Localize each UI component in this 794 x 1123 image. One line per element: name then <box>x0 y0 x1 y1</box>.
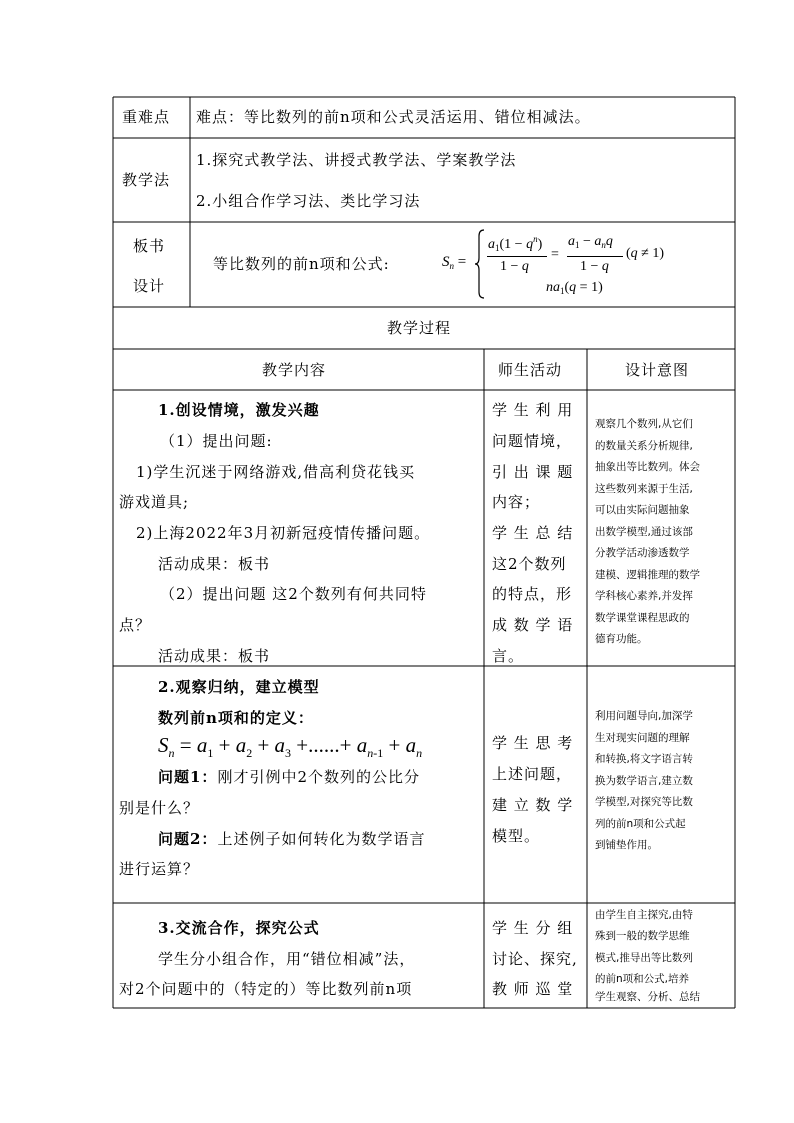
teaching-methods-label: 教学法 <box>122 171 171 189</box>
question-2-label: 问题2： <box>158 830 218 848</box>
section-1-activity: 的特点，形 <box>492 585 573 603</box>
section-1-activity: 这2个数列 <box>492 555 567 573</box>
header-intent: 设计意图 <box>625 361 690 379</box>
key-points-content: 难点：等比数列的前n项和公式灵活运用、错位相减法。 <box>196 108 591 126</box>
section-1-intent: 数学课堂课程思政的 <box>595 612 690 624</box>
section-2-activity: 模型。 <box>492 827 541 845</box>
section-3-intent: 由学生自主探究,由特 <box>595 909 693 921</box>
section-3-intent: 殊到一般的数学思维 <box>595 930 690 942</box>
process-title: 教学过程 <box>387 319 452 337</box>
section-1-intent: 可以由实际问题抽象 <box>595 504 690 516</box>
section-2-definition: 数列前n项和的定义： <box>158 709 314 727</box>
section-1-intent: 分教学活动渗透数学 <box>595 547 690 559</box>
header-content: 教学内容 <box>262 361 327 379</box>
section-1-line: （1）提出问题: <box>160 432 273 450</box>
section-1-line: 活动成果：板书 <box>158 555 271 573</box>
section-3-line: 对2个问题中的（特定的）等比数列前n项 <box>119 980 413 998</box>
board-design-intro: 等比数列的前n项和公式: <box>213 255 390 273</box>
section-1-activity: 引 出 课 题 <box>492 463 574 481</box>
section-1-line: 2)上海2022年3月初新冠疫情传播问题。 <box>136 524 431 542</box>
section-1-intent: 观察几个数列,从它们 <box>595 418 693 430</box>
question-2-cont: 进行运算？ <box>119 860 200 878</box>
teaching-method-line-2: 2.小组合作学习法、类比学习法 <box>196 192 421 210</box>
question-2 <box>158 829 425 849</box>
section-2-activity: 上述问题， <box>492 765 573 783</box>
key-points-label: 重难点 <box>122 108 171 126</box>
section-3-line: 学生分小组合作，用“错位相减”法， <box>158 950 416 968</box>
sum-definition-formula: $S_n = a_1 + a_2 + a_3$ +......+ $a_{n-1} + a_n$ <box>158 733 423 760</box>
section-1-intent: 德育功能。 <box>595 633 648 645</box>
section-1-line: 点？ <box>119 616 152 634</box>
section-1-activity: 成 数 学 语 <box>492 616 574 634</box>
section-3-activity: 学 生 分 组 <box>492 919 574 937</box>
section-2-intent: 列的前n项和公式起 <box>595 818 686 830</box>
section-2-intent: 学模型,对探究等比数 <box>595 796 693 808</box>
section-1-line: 1)学生沉迷于网络游戏,借高利贷花钱买 <box>136 463 416 481</box>
section-3-title: 3.交流合作，探究公式 <box>158 919 320 937</box>
section-1-activity: 问题情境， <box>492 432 573 450</box>
section-2-activity: 学 生 思 考 <box>492 734 574 752</box>
section-2-intent: 利用问题导向,加深学 <box>595 710 693 722</box>
section-1-line: 游戏道具; <box>119 493 190 511</box>
section-1-activity: 学 生 总 结 <box>492 524 574 542</box>
section-1-line: 活动成果：板书 <box>158 647 271 665</box>
section-2-activity: 建 立 数 学 <box>492 796 574 814</box>
question-1-cont: 别是什么？ <box>119 799 200 817</box>
board-design-label-1: 板书 <box>133 237 166 255</box>
section-1-activity: 学 生 利 用 <box>492 401 574 419</box>
section-1-line: （2）提出问题 这2个数列有何共同特 <box>160 585 427 603</box>
section-3-intent: 模式,推导出等比数列 <box>595 952 693 964</box>
teaching-method-line-1: 1.探究式教学法、讲授式教学法、学案教学法 <box>196 151 517 169</box>
section-1-intent: 出数学模型,通过该部 <box>595 526 693 538</box>
section-3-activity: 讨论、探究, <box>492 950 578 968</box>
board-design-label-2: 设计 <box>133 277 166 295</box>
section-3-intent: 的前n项和公式,培养 <box>595 973 689 985</box>
question-1-label: 问题1： <box>158 768 218 786</box>
section-1-activity: 言。 <box>492 647 525 665</box>
section-1-intent: 学科核心素养,并发挥 <box>595 590 693 602</box>
question-1-text: 刚才引例中2个数列的公比分 <box>217 768 420 786</box>
section-1-intent: 的数量关系分析规律, <box>595 440 693 452</box>
section-2-intent: 到铺垫作用。 <box>595 839 658 851</box>
question-1 <box>158 767 420 787</box>
header-activity: 师生活动 <box>498 361 563 379</box>
section-3-activity: 教 师 巡 堂 <box>492 980 574 998</box>
question-2-text: 上述例子如何转化为数学语言 <box>217 830 426 848</box>
section-1-activity: 内容； <box>492 493 541 511</box>
section-2-title: 2.观察归纳，建立模型 <box>158 678 320 696</box>
section-1-intent: 这些数列来源于生活, <box>595 483 693 495</box>
section-1-intent: 抽象出等比数列。体会 <box>595 461 700 473</box>
section-2-intent: 和转换,将文字语言转 <box>595 753 693 765</box>
section-1-intent: 建模、逻辑推理的数学 <box>595 569 700 581</box>
section-1-title: 1.创设情境，激发兴趣 <box>158 401 320 419</box>
section-2-intent: 换为数学语言,建立数 <box>595 775 693 787</box>
left-brace-icon <box>474 228 486 300</box>
section-3-intent: 学生观察、分析、总结 <box>595 991 700 1003</box>
section-2-intent: 生对现实问题的理解 <box>595 732 690 744</box>
